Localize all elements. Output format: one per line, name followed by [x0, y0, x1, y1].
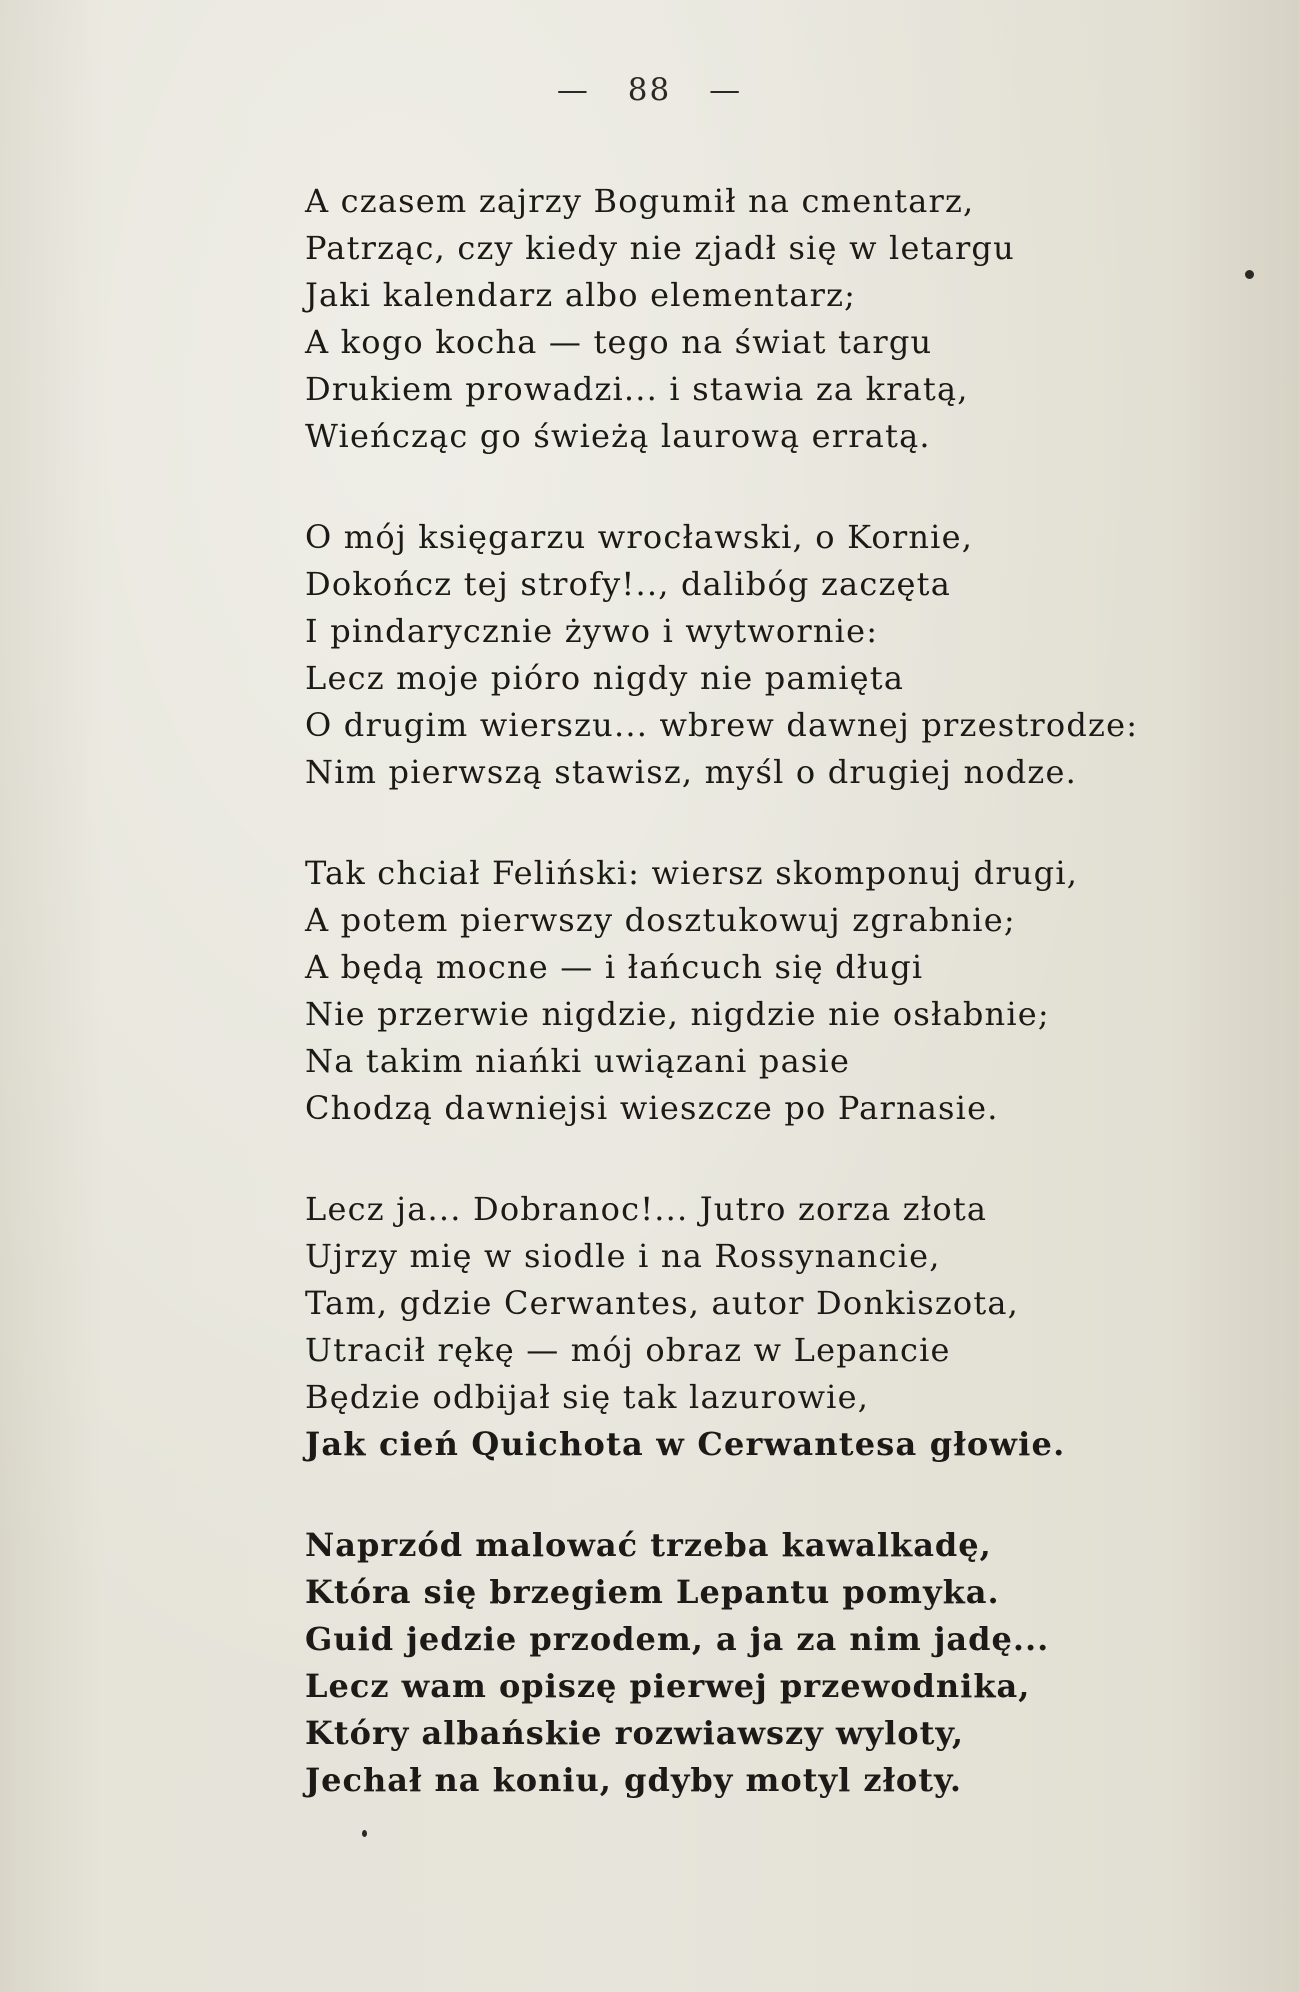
verse-line: Jaki kalendarz albo elementarz;	[305, 276, 857, 314]
verse-line: Nim pierwszą stawisz, myśl o drugiej nodze.	[305, 753, 1077, 791]
verse-line: Która się brzegiem Lepantu pomyka.	[305, 1573, 1000, 1611]
verse-line: Tam, gdzie Cerwantes, autor Donkiszota,	[305, 1284, 1020, 1322]
verse-line: A czasem zajrzy Bogumił na cmentarz,	[305, 182, 975, 220]
verse-line: Będzie odbijał się tak lazurowie,	[305, 1378, 870, 1416]
page-number-header	[0, 72, 1299, 108]
verse-line: Nie przerwie nigdzie, nigdzie nie osłabnie;	[305, 995, 1050, 1033]
verse-line: Lecz moje pióro nigdy nie pamięta	[305, 659, 905, 697]
page-number: 88	[627, 72, 672, 108]
verse-line: O drugim wierszu... wbrew dawnej przestrodze:	[305, 706, 1139, 744]
verse-line: Guid jedzie przodem, a ja za nim jadę...	[305, 1620, 1050, 1658]
stanza	[305, 1522, 1205, 1804]
ink-speck	[1245, 270, 1254, 279]
verse-line: A potem pierwszy dosztukowuj zgrabnie;	[305, 901, 1016, 939]
verse-line: I pindarycznie żywo i wytwornie:	[305, 612, 879, 650]
verse-line: Wieńcząc go świeżą laurową erratą.	[305, 417, 931, 455]
verse-line: Naprzód malować trzeba kawalkadę,	[305, 1526, 992, 1564]
verse-line: Jechał na koniu, gdyby motyl złoty.	[305, 1761, 963, 1799]
stanza	[305, 178, 1205, 460]
page-number-dash-right: —	[709, 72, 743, 108]
verse-line: Drukiem prowadzi... i stawia za kratą,	[305, 370, 969, 408]
stanza	[305, 1186, 1205, 1468]
ink-speck	[362, 1830, 367, 1837]
poem-text	[305, 178, 1205, 1858]
stanza	[305, 850, 1205, 1132]
verse-line: Tak chciał Feliński: wiersz skomponuj drugi,	[305, 854, 1079, 892]
verse-line: Lecz wam opiszę pierwej przewodnika,	[305, 1667, 1031, 1705]
verse-line: Który albańskie rozwiawszy wyloty,	[305, 1714, 965, 1752]
verse-line: Chodzą dawniejsi wieszcze po Parnasie.	[305, 1089, 999, 1127]
verse-line: A będą mocne — i łańcuch się długi	[305, 948, 924, 986]
page-number-dash-left: —	[556, 72, 590, 108]
verse-line: Na takim niańki uwiązani pasie	[305, 1042, 851, 1080]
verse-line: Ujrzy mię w siodle i na Rossynancie,	[305, 1237, 941, 1275]
verse-line: A kogo kocha — tego na świat targu	[305, 323, 933, 361]
verse-line: Jak cień Quichota w Cerwantesa głowie.	[305, 1425, 1066, 1463]
verse-line: Utracił rękę — mój obraz w Lepancie	[305, 1331, 951, 1369]
verse-line: O mój księgarzu wrocławski, o Kornie,	[305, 518, 974, 556]
verse-line: Patrząc, czy kiedy nie zjadł się w letargu	[305, 229, 1015, 267]
stanza	[305, 514, 1205, 796]
verse-line: Dokończ tej strofy!.., dalibóg zaczęta	[305, 565, 951, 603]
verse-line: Lecz ja... Dobranoc!... Jutro zorza złota	[305, 1190, 988, 1228]
